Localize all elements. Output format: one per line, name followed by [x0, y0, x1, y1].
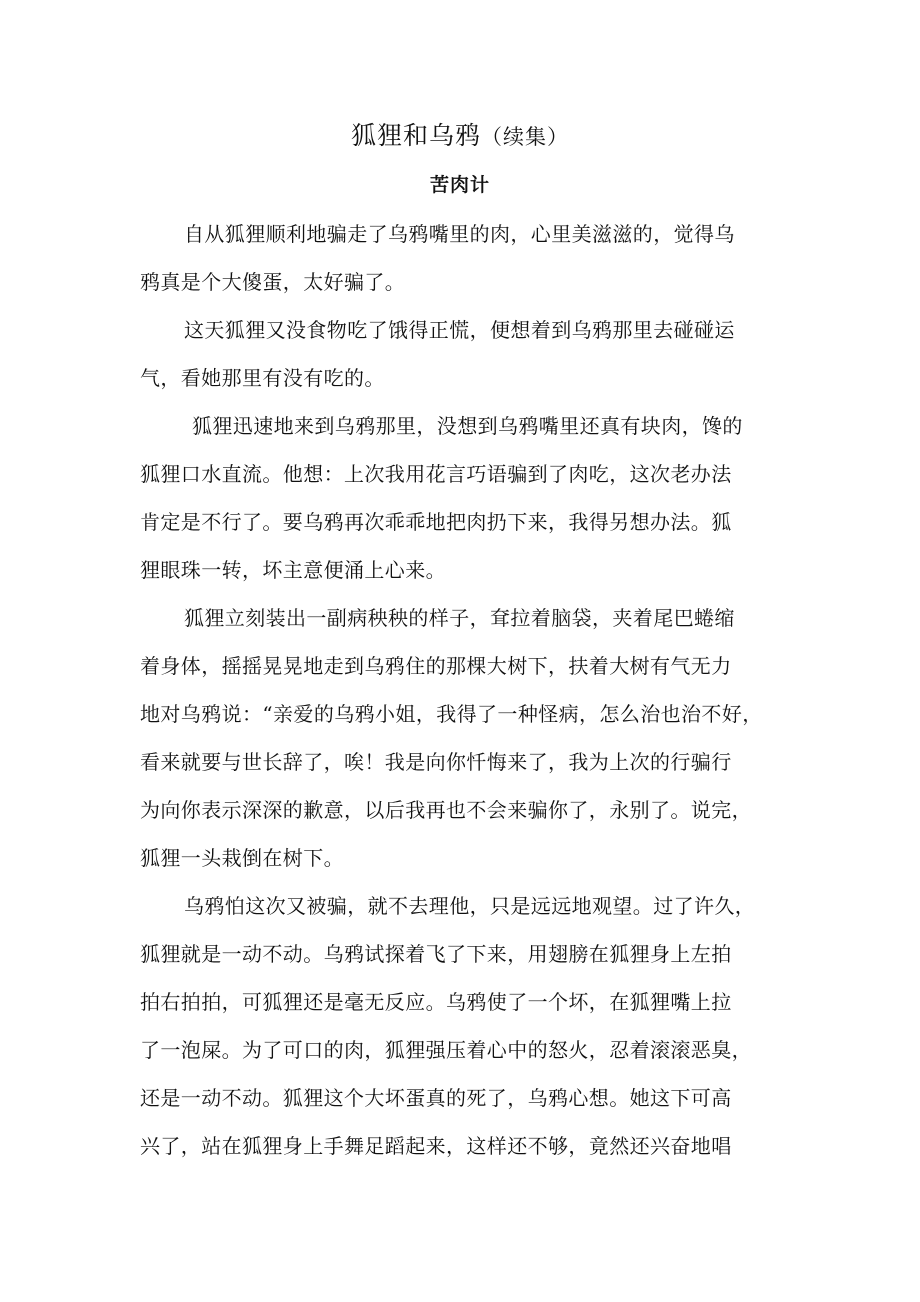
page-title — [0, 116, 920, 157]
text-line: 狐狸一头栽倒在树下。 — [140, 846, 344, 870]
text-line: 乌鸦怕这次又被骗，就不去理他，只是远远地观望。过了许久， — [184, 894, 756, 918]
text-line: 看来就要与世长辞了，唉！我是向你忏悔来了，我为上次的行骗行 — [140, 750, 732, 774]
text-line: 狐狸口水直流。他想：上次我用花言巧语骗到了肉吃，这次老办法 — [140, 462, 732, 486]
chapter-subtitle: 苦肉计 — [429, 174, 490, 196]
text-line: 气，看她那里有没有吃的。 — [140, 366, 385, 390]
text-line: 狐狸立刻装出一副病秧秧的样子，耷拉着脑袋，夹着尾巴蜷缩 — [184, 606, 735, 630]
text-line: 拍右拍拍，可狐狸还是毫无反应。乌鸦使了一个坏，在狐狸嘴上拉 — [140, 990, 732, 1014]
text-line: 着身体，摇摇晃晃地走到乌鸦住的那棵大树下，扶着大树有气无力 — [140, 654, 732, 678]
text-line: 兴了，站在狐狸身上手舞足蹈起来，这样还不够，竟然还兴奋地唱 — [140, 1134, 732, 1158]
text-line: 狐狸就是一动不动。乌鸦试探着飞了下来，用翅膀在狐狸身上左拍 — [140, 942, 732, 966]
text-line: 为向你表示深深的歉意，以后我再也不会来骗你了，永别了。说完， — [140, 798, 752, 822]
text-line: 鸦真是个大傻蛋，太好骗了。 — [140, 270, 406, 294]
story-body — [140, 210, 780, 1170]
text-line: 还是一动不动。狐狸这个大坏蛋真的死了，乌鸦心想。她这下可高 — [140, 1086, 732, 1110]
text-line: 肯定是不行了。要乌鸦再次乖乖地把肉扔下来，我得另想办法。狐 — [140, 510, 732, 534]
text-line: 这天狐狸又没食物吃了饿得正慌，便想着到乌鸦那里去碰碰运 — [184, 318, 735, 342]
title-main: 狐狸和乌鸦 — [350, 121, 481, 150]
text-line: 狸眼珠一转，坏主意便涌上心来。 — [140, 558, 446, 582]
text-line: 狐狸迅速地来到乌鸦那里，没想到乌鸦嘴里还真有块肉，馋的 — [192, 414, 743, 438]
title-suffix: （续集） — [481, 125, 569, 149]
text-line: 自从狐狸顺利地骗走了乌鸦嘴里的肉，心里美滋滋的，觉得乌 — [184, 222, 735, 246]
text-line: 地对乌鸦说：“亲爱的乌鸦小姐，我得了一种怪病，怎么治也治不好， — [140, 702, 763, 726]
text-line: 了一泡屎。为了可口的肉，狐狸强压着心中的怒火，忍着滚滚恶臭， — [140, 1038, 752, 1062]
